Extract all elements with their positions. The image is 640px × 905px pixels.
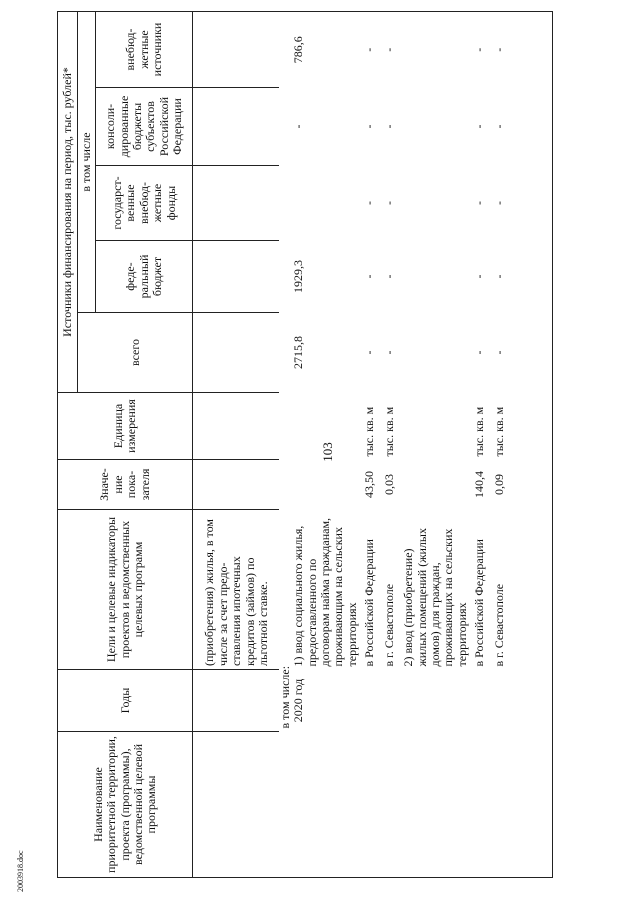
cell-empty [363, 670, 382, 732]
cell-empty [512, 88, 553, 166]
header-name: Наименование приоритетной территории, проекта (программы), ведомственной целевой программы [58, 732, 193, 878]
header-total: всего [78, 313, 193, 393]
header-extra: внебюд-жетные источники [96, 11, 193, 87]
cell-empty [402, 670, 473, 732]
sum-regional: - [291, 124, 306, 129]
cell-empty [193, 732, 279, 878]
cell-empty [493, 670, 512, 732]
cell-federal: - [491, 274, 506, 279]
cell-empty [383, 732, 402, 878]
indicator-value: 140,4 [472, 471, 487, 498]
header-value: Значе-ние пока-зателя [58, 460, 193, 510]
indicator-unit: тыс. кв. м [362, 406, 377, 457]
cell-empty [292, 393, 363, 460]
cell-regional: - [491, 124, 506, 129]
indicator-value: 43,50 [362, 471, 377, 498]
cell-empty [279, 460, 292, 510]
cell-funds: - [491, 201, 506, 205]
goal-text: в г. Севастополе [381, 583, 396, 667]
cell-federal: - [472, 274, 487, 279]
cell-empty [402, 313, 473, 393]
cell-empty [512, 510, 553, 670]
cell-funds: - [472, 201, 487, 205]
sum-federal: 1929,3 [291, 260, 306, 293]
cell-regional: - [362, 124, 377, 129]
cell-empty [193, 11, 279, 87]
cell-empty [363, 732, 382, 878]
cell-empty [512, 241, 553, 313]
header-years: Годы [58, 670, 193, 732]
cell-total: - [472, 350, 487, 355]
cell-empty [279, 166, 292, 241]
cell-empty [279, 393, 292, 460]
cell-empty [292, 732, 363, 878]
cell-federal: - [362, 274, 377, 279]
cell-empty [383, 670, 402, 732]
goal-text: 2) ввод (приобретение) жилых помещений (жилых домов) для граждан, проживающих на сельских территориях [401, 528, 469, 667]
cell-empty [193, 166, 279, 241]
header-goals: Цели и целевые индикаторы проектов и ведомственных целевых программ [58, 510, 193, 670]
cell-empty [402, 460, 473, 510]
cell-empty [193, 460, 279, 510]
cell-empty [512, 11, 553, 87]
sum-total: 2715,8 [291, 336, 306, 369]
cell-extra: - [493, 11, 512, 87]
cell-empty [279, 241, 292, 313]
header-funds: государст-венные внебюд-жетные фонды [96, 166, 193, 241]
sum-funds [292, 166, 363, 241]
cell-total: - [381, 350, 396, 355]
sum-extra: 786,6 [292, 11, 363, 87]
cell-empty [473, 670, 492, 732]
cell-empty [402, 241, 473, 313]
cell-empty [512, 313, 553, 393]
goal-text: 1) ввод социального жилья, предоставленного по договорам найма гражданам, проживающим на сельских территориях [291, 517, 359, 667]
goal-text: в Российской Федерации [362, 539, 377, 667]
cell-empty [193, 670, 279, 732]
cell-empty [402, 393, 473, 460]
cell-empty [292, 460, 363, 510]
indicator-unit: тыс. кв. м [381, 406, 396, 457]
cell-empty [512, 460, 553, 510]
cell-total: - [491, 350, 506, 355]
financing-table [57, 11, 553, 878]
header-regional: консоли-дированные бюджеты субъектов Российской Федерации [96, 88, 193, 166]
goal-text: в г. Севастополе [491, 583, 506, 667]
file-name: 2003918.doc [16, 850, 25, 892]
page-number: 103 [320, 442, 335, 462]
cell-funds: - [362, 201, 377, 205]
cell-funds: - [381, 201, 396, 205]
header-sources: Источники финансирования на период, тыс. рублей* [58, 11, 78, 392]
cell-federal: - [381, 274, 396, 279]
indicator-unit: тыс. кв. м [491, 406, 506, 457]
header-unit: Единица измерения [58, 393, 193, 460]
cell-empty [279, 11, 292, 87]
cell-empty [193, 88, 279, 166]
cell-total: - [362, 350, 377, 355]
cell-empty [279, 88, 292, 166]
cell-empty [493, 732, 512, 878]
cell-empty [279, 313, 292, 393]
cell-empty [402, 88, 473, 166]
cell-empty [512, 166, 553, 241]
cell-empty [512, 732, 553, 878]
cell-empty [473, 732, 492, 878]
including-label: в том числе: [277, 665, 292, 729]
cell-empty [279, 732, 292, 878]
cell-empty [193, 393, 279, 460]
cell-empty [193, 313, 279, 393]
header-federal: феде-ральный бюджет [96, 241, 193, 313]
continued-text: (приобретения) жилья, в том числе за счет предо-ставления ипотечных кредитов (займов) по льготной ставке. [193, 510, 279, 670]
indicator-value: 0,09 [491, 474, 506, 495]
cell-empty [402, 11, 473, 87]
cell-empty [512, 670, 553, 732]
year-label: 2020 год [291, 678, 306, 723]
cell-extra: - [473, 11, 492, 87]
header-including: в том числе [78, 11, 96, 312]
cell-empty [402, 166, 473, 241]
cell-empty [402, 732, 473, 878]
goal-text: в Российской Федерации [472, 539, 487, 667]
indicator-unit: тыс. кв. м [472, 406, 487, 457]
cell-extra: - [383, 11, 402, 87]
indicator-value: 0,03 [381, 474, 396, 495]
cell-empty [193, 241, 279, 313]
cell-regional: - [472, 124, 487, 129]
rotated-table-container [57, 12, 623, 878]
cell-regional: - [381, 124, 396, 129]
cell-extra: - [363, 11, 382, 87]
cell-empty [512, 393, 553, 460]
